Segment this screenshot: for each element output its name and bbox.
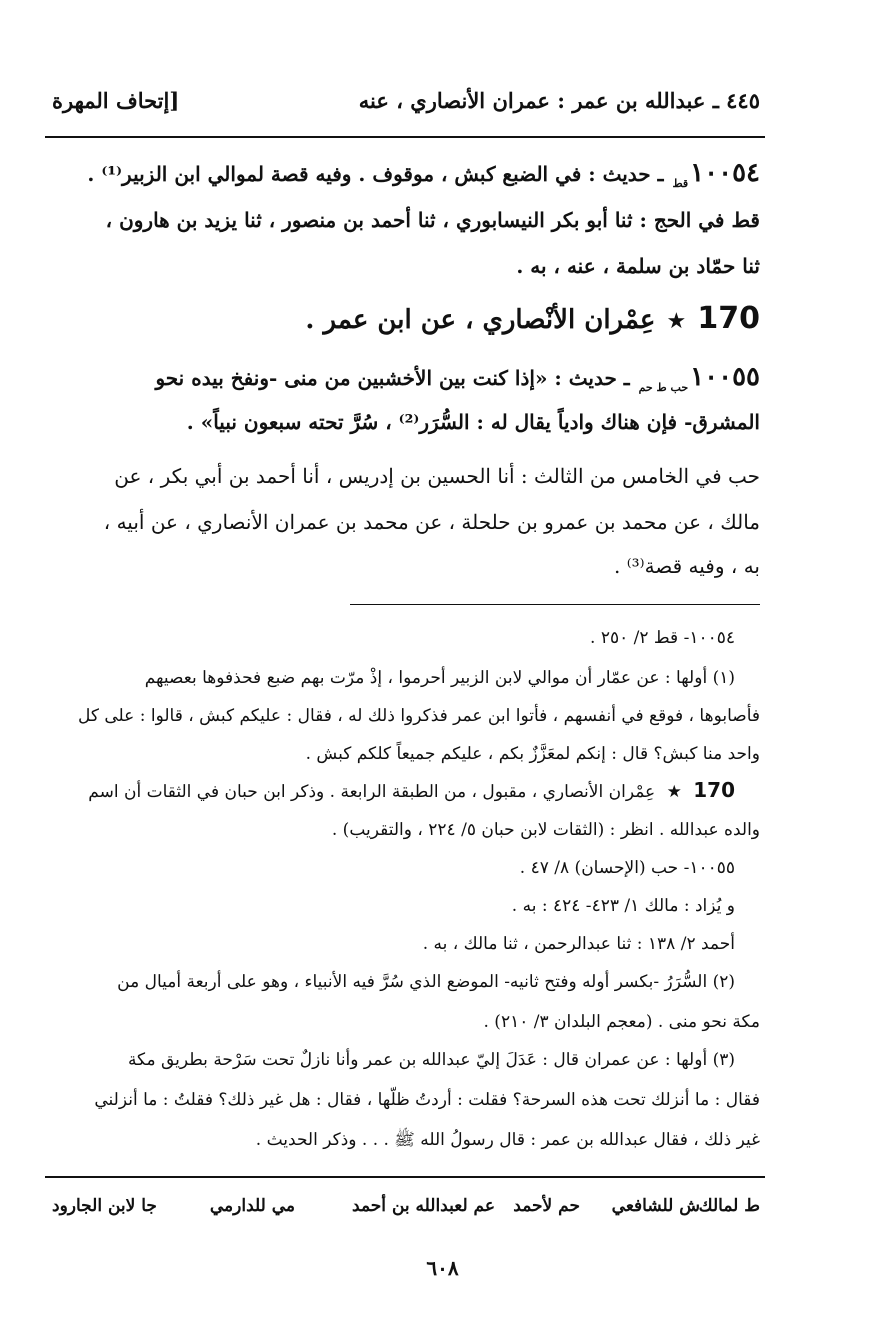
legend-item: ط لمالك bbox=[698, 1196, 760, 1216]
footnote-line: ١٠٠٥٥- حب (الإحسان) ٨/ ٤٧ . bbox=[519, 858, 735, 878]
footnote-line: و يُزاد : مالك ١/ ٤٢٣- ٤٢٤ : به . bbox=[511, 896, 735, 916]
book-title: [إتحاف المهرة bbox=[52, 88, 180, 113]
legend-rule bbox=[45, 1176, 765, 1178]
hadith-10054 bbox=[87, 160, 760, 189]
isnad-line: حب في الخامس من الثالث : أنا الحسين بن إدريس ، أنا أحمد بن أبي بكر ، عن bbox=[114, 464, 760, 488]
hadith-10055 bbox=[155, 364, 760, 393]
hadith-text: ـ حديث : في الضبع كبش ، موقوف . وفيه قصة لموالي ابن الزبير⁽¹⁾ . bbox=[87, 162, 664, 186]
running-title: ٤٤٥ ـ عبدالله بن عمر : عمران الأنصاري ، عنه bbox=[358, 88, 760, 113]
section-heading bbox=[305, 301, 760, 336]
hadith-sigla: حب ط حم bbox=[638, 381, 689, 394]
legend-item: مي للدارمي bbox=[209, 1196, 295, 1216]
header-rule bbox=[45, 136, 765, 138]
footnote-line: ١٠٠٥٤- قط ٢/ ٢٥٠ . bbox=[590, 628, 735, 648]
footnote-line: واحد منا كبش؟ قال : إنكم لمعَزَّزٌ بكم ، عليكم جميعاً كلكم كبش . bbox=[305, 744, 760, 764]
legend-item: جا لابن الجارود bbox=[52, 1196, 157, 1216]
hadith-sigla: قط bbox=[672, 177, 689, 190]
star-icon: ★ bbox=[666, 309, 687, 334]
footnote-line: فقال : ما أنزلك تحت هذه السرحة؟ فقلت : أردتُ ظلّها ، فقال : هل غير ذلك؟ فقلتُ : ما أنزلني bbox=[94, 1090, 760, 1110]
hadith-number: ١٠٠٥٥ bbox=[690, 362, 760, 392]
isnad-line: قط في الحج : ثنا أبو بكر النيسابوري ، ثنا أحمد بن منصور ، ثنا يزيد بن هارون ، bbox=[105, 208, 760, 232]
footnote-line: (١) أولها : عن عمّار أن موالي لابن الزبير أحرموا ، إذْ مرّت بهم ضبع فحذفوها بعصيهم bbox=[144, 668, 735, 688]
footnote-line: (٣) أولها : عن عمران قال : عَدَلَ إليّ عبدالله بن عمر وأنا نازلٌ تحت سَرْحة بطريق مكة bbox=[127, 1050, 735, 1070]
isnad-line: ثنا حمّاد بن سلمة ، عنه ، به . bbox=[516, 254, 760, 278]
isnad-line: مالك ، عن محمد بن عمرو بن حلحلة ، عن محمد بن عمران الأنصاري ، عن أبيه ، bbox=[103, 510, 760, 534]
footnote-rule bbox=[350, 604, 760, 605]
legend-item: عم لعبدالله بن أحمد bbox=[352, 1196, 495, 1216]
footnote-line: أحمد ٢/ ١٣٨ : ثنا عبدالرحمن ، ثنا مالك ، به . bbox=[422, 934, 735, 954]
hadith-number: ١٠٠٥٤ bbox=[690, 158, 760, 188]
footnote-line-170 bbox=[88, 780, 735, 801]
footnote-line: فأصابوها ، فوقع في أنفسهم ، فأتوا ابن عمر فذكروا ذلك له ، فقال : عليكم كبش ، قالوا : على كل bbox=[78, 706, 760, 726]
legend-item: حم لأحمد bbox=[513, 1196, 580, 1216]
footnote-line: مكة نحو منى . (معجم البلدان ٣/ ٢١٠) . bbox=[483, 1012, 760, 1032]
star-icon: ★ bbox=[666, 782, 682, 802]
legend-item: ش للشافعي bbox=[611, 1196, 700, 1216]
isnad-line: به ، وفيه قصة⁽³⁾ . bbox=[613, 554, 760, 578]
footnote-text: عِمْران الأنصاري ، مقبول ، من الطبقة الرابعة . وذكر ابن حبان في الثقات أن اسم bbox=[88, 782, 656, 802]
footnote-line: والده عبدالله . انظر : (الثقات لابن حبان ٥/ ٢٢٤ ، والتقريب) . bbox=[331, 820, 760, 840]
page-number: ٦٠٨ bbox=[426, 1256, 459, 1280]
footnote-line: (٢) السُّرَرُ -بكسر أوله وفتح ثانيه- الموضع الذي سُرَّ فيه الأنبياء ، وهو على أربعة أميال من bbox=[117, 972, 735, 992]
section-title: عِمْران الأنْصاري ، عن ابن عمر . bbox=[305, 305, 656, 335]
section-number: 170 bbox=[697, 301, 760, 336]
section-number: 170 bbox=[693, 778, 735, 802]
footnote-line: غير ذلك ، فقال عبدالله بن عمر : قال رسولُ الله ﷺ . . . وذكر الحديث . bbox=[255, 1130, 760, 1150]
hadith-text: ـ حديث : «إذا كنت بين الأخشبين من منى -ونفخ بيده نحو bbox=[155, 366, 630, 390]
hadith-text: المشرق- فإن هناك وادياً يقال له : السُّرَر⁽²⁾ ، سُرَّ تحته سبعون نبياً» . bbox=[186, 410, 760, 434]
